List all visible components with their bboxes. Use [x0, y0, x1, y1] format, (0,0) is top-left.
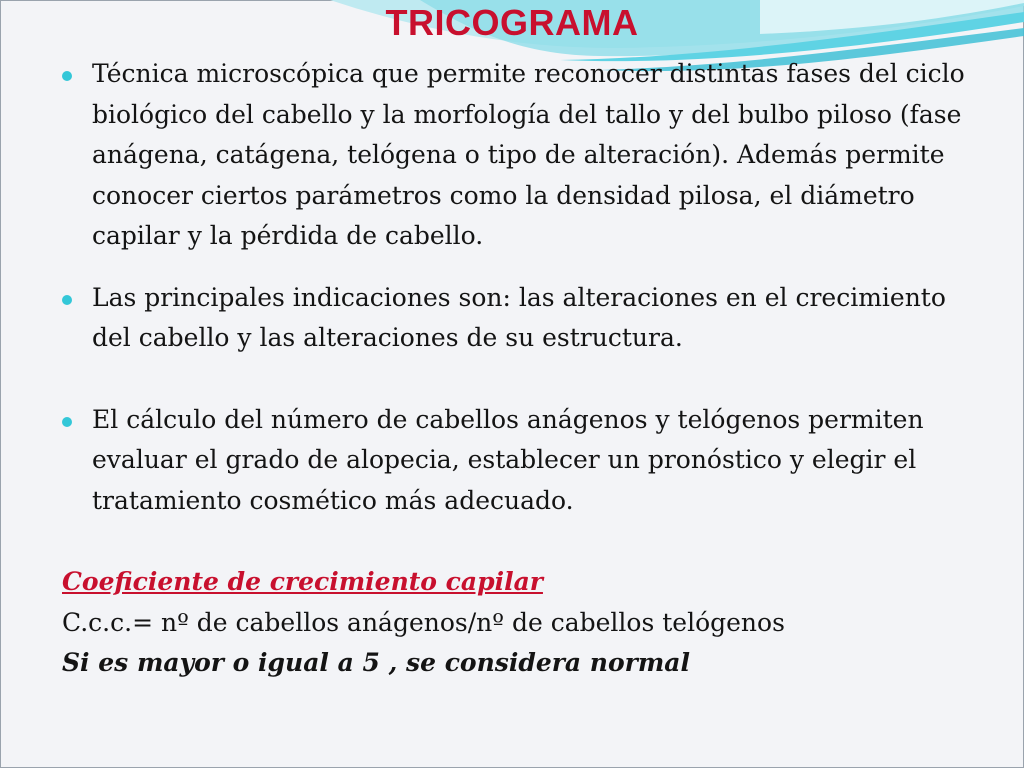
bullet-text: Técnica microscópica que permite reconocer distintas fases del ciclo biológico del cabello y la morfología del tallo y del bulbo piloso (fase anágena, catágena, telógena o tipo de alteración). Además permite conocer ciertos parámetros como la densidad pilosa, el diámetro capilar y la pérdida de cabello.	[92, 59, 965, 250]
bullet-text: El cálculo del número de cabellos anágenos y telógenos permiten evaluar el grado de alopecia, establecer un pronóstico y elegir el tratamiento cosmético más adecuado.	[92, 404, 924, 515]
bullet-text: Las principales indicaciones son: las alteraciones en el crecimiento del cabello y las alteraciones de su estructura.	[92, 282, 946, 352]
bullet-item	[60, 400, 980, 522]
bullet-dot-icon	[62, 71, 72, 81]
bullet-dot-icon	[62, 417, 72, 427]
bullet-item	[60, 278, 980, 359]
normal-note: Si es mayor o igual a 5 , se considera normal	[62, 648, 690, 677]
coefficient-heading: Coeficiente de crecimiento capilar	[62, 567, 543, 596]
slide-content	[60, 54, 980, 684]
slide-title: TRICOGRAMA	[385, 2, 639, 43]
bullet-item	[60, 54, 980, 257]
formula-text: C.c.c.= nº de cabellos anágenos/nº de cabellos telógenos	[62, 607, 785, 637]
bullet-dot-icon	[62, 295, 72, 305]
